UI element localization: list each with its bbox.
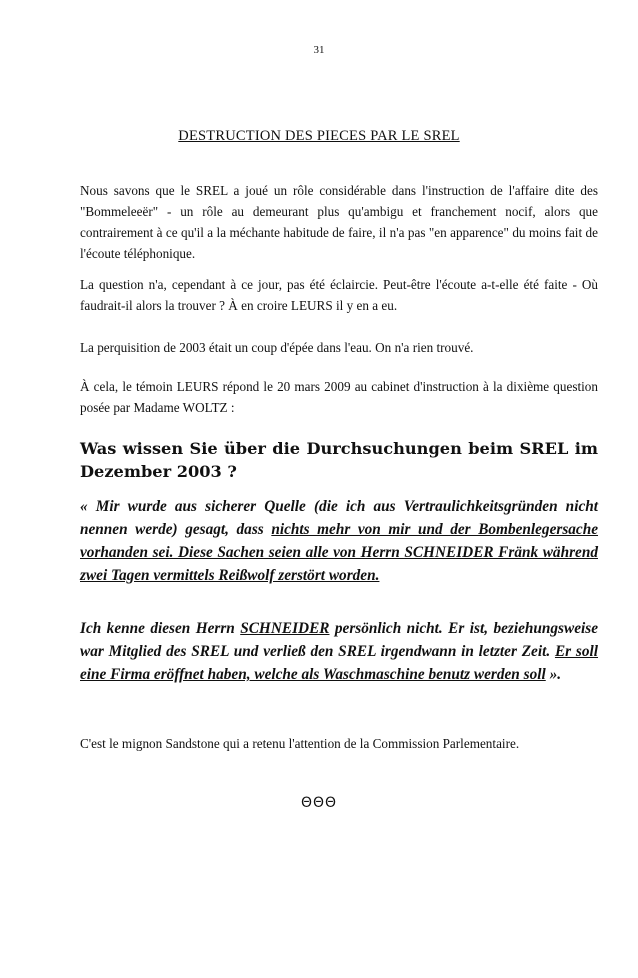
section-title: DESTRUCTION DES PIECES PAR LE SREL bbox=[178, 128, 460, 144]
paragraph-2: La question n'a, cependant à ce jour, pas été éclaircie. Peut-être l'écoute a-t-elle été faite - Où faudrait-il alors la trouver ? À en croire LEURS il y en a eu. bbox=[80, 277, 598, 313]
quote-1-text: Mir wurde aus sicherer Quelle (die ich aus Vertraulichkeitsgründen nicht nennen werde) gesagt, dass bbox=[80, 498, 598, 538]
quote-open-mark: « bbox=[80, 498, 96, 515]
quote-2-text-middle: persönlich nicht. Er ist, beziehungsweise war Mitglied des SREL und verließ den SREL irgendwann in letzter Zeit. bbox=[80, 620, 598, 660]
quote-2-text-start: Ich kenne diesen Herrn bbox=[80, 620, 241, 637]
quote-close-mark: ». bbox=[545, 666, 562, 683]
paragraph-1: Nous savons que le SREL a joué un rôle considérable dans l'instruction de l'affaire dite des "Bommeleeër" - un rôle au demeurant plus qu'ambigu et franchement nocif, alors que contrairement à ce qu'il a la méchante habitude de faire, il n'a pas "en apparence" du moins fait de l'écoute téléphonique. bbox=[80, 183, 598, 261]
quote-1-underlined-text: nichts mehr von mir und der Bombenlegersache vorhanden sei. Diese Sachen seien alle von Herrn SCHNEIDER Fränk während zwei Tagen vermittels Reißwolf zerstört worden. bbox=[80, 521, 599, 584]
quote-paragraph-1 bbox=[80, 495, 598, 587]
paragraph-3: La perquisition de 2003 était un coup d'épée dans l'eau. On n'a rien trouvé. bbox=[80, 340, 474, 355]
interview-question: Was wissen Sie über die Durchsuchungen beim SREL im Dezember 2003 ? bbox=[80, 439, 598, 481]
end-mark: ΘΘΘ bbox=[300, 795, 338, 811]
quote-2-name: SCHNEIDER bbox=[240, 620, 330, 637]
quote-2-underlined-text: Er soll eine Firma eröffnet haben, welche als Waschmaschine benutz werden soll bbox=[80, 643, 599, 683]
paragraph-4: À cela, le témoin LEURS répond le 20 mars 2009 au cabinet d'instruction à la dixième question posée par Madame WOLTZ : bbox=[80, 379, 598, 415]
page-number: 31 bbox=[313, 44, 325, 56]
paragraph-5: C'est le mignon Sandstone qui a retenu l'attention de la Commission Parlementaire. bbox=[80, 736, 520, 751]
quote-paragraph-2 bbox=[80, 617, 598, 686]
